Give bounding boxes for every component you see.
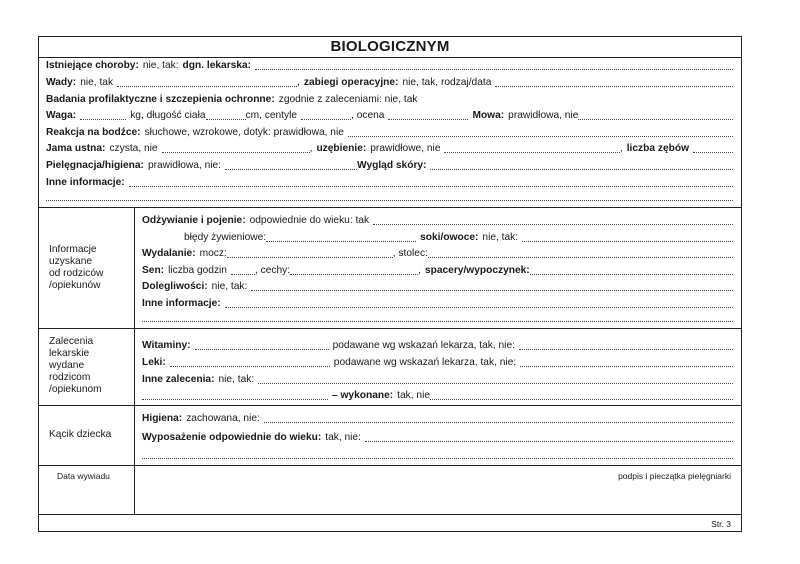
row-inne-parents-2: [142, 310, 733, 326]
section-divider-1: [39, 207, 741, 208]
leki-dose-field[interactable]: [520, 356, 733, 367]
section-divider-5: [39, 514, 741, 515]
soki-field[interactable]: [522, 231, 733, 242]
form-frame: [38, 36, 742, 532]
row-wyposazenie: Wyposażenie odpowiednie do wieku: tak, nie:: [142, 430, 733, 446]
witaminy-field[interactable]: [195, 339, 329, 350]
dgn-field[interactable]: [255, 59, 733, 70]
wady-field[interactable]: [117, 76, 297, 87]
row-jama: Jama ustna: czysta, nie , uzębienie: prawidłowe, nie , liczba zębów: [46, 141, 733, 157]
row-wyposazenie-2: [142, 447, 733, 463]
row-badania: Badania profilaktyczne i szczepienia ochronne: zgodnie z zaleceniami: nie, tak: [46, 94, 418, 105]
page-number: Str. 3: [711, 519, 731, 529]
spacery-field[interactable]: [530, 264, 733, 275]
cechy-field[interactable]: [290, 264, 418, 275]
zabiegi-field[interactable]: [495, 76, 733, 87]
section-divider-2: [39, 328, 741, 329]
section-label-corner: Kącik dziecka: [49, 429, 112, 440]
row-inne: Inne informacje:: [46, 175, 733, 191]
ocena-field[interactable]: [388, 109, 468, 120]
zalecenia-field[interactable]: [258, 373, 733, 384]
section-label-doctor: Zalecenia lekarskie wydane rodzicom /opiekunom: [49, 336, 102, 395]
zalecenia-field-2[interactable]: [142, 389, 328, 400]
signature-label: podpis i pieczątka pielęgniarki: [618, 471, 731, 481]
mocz-field[interactable]: [227, 247, 393, 258]
mowa-field[interactable]: [578, 109, 733, 120]
inne-parents-field[interactable]: [225, 297, 733, 308]
row-dolegliwosci: Dolegliwości: nie, tak:: [142, 279, 733, 295]
row-choroby: Istniejące choroby: nie, tak: dgn. lekarska:: [46, 58, 733, 74]
skora-field[interactable]: [430, 159, 733, 170]
pielegnacja-field[interactable]: [225, 159, 357, 170]
waga-field[interactable]: [80, 109, 126, 120]
bledy-field[interactable]: [266, 231, 416, 242]
column-divider: [134, 207, 135, 514]
wyposazenie-field-2[interactable]: [142, 448, 733, 459]
row-waga: Waga: kg, długość ciała cm, centyle , ocena Mowa: prawidłowa, nie: [46, 108, 733, 124]
row-wady: Wady: nie, tak , zabiegi operacyjne: nie, tak, rodzaj/data: [46, 75, 733, 91]
inne-field-2[interactable]: [46, 190, 733, 201]
row-bledy: błędy żywieniowe: soki/owoce: nie, tak:: [184, 230, 733, 246]
row-wydalanie: Wydalanie: mocz: , stolec:: [142, 246, 733, 262]
wyposazenie-field[interactable]: [365, 431, 733, 442]
godziny-field[interactable]: [231, 264, 255, 275]
dolegliwosci-field[interactable]: [251, 280, 733, 291]
stolec-field[interactable]: [428, 247, 733, 258]
row-zalecenia: Inne zalecenia: nie, tak:: [142, 372, 733, 388]
centyle-field[interactable]: [301, 109, 351, 120]
reakcja-field[interactable]: [348, 126, 733, 137]
page-title: BIOLOGICZNYM: [330, 38, 450, 55]
row-pielegnacja: Pielęgnacja/higiena: prawidłowa, nie: Wygląd skóry:: [46, 158, 733, 174]
row-wykonane: – wykonane: tak, nie: [142, 388, 733, 404]
odzywianie-field[interactable]: [373, 214, 733, 225]
row-inne-parents: Inne informacje:: [142, 296, 733, 312]
jama-field[interactable]: [162, 142, 310, 153]
row-reakcja: Reakcja na bodźce: słuchowe, wzrokowe, dotyk: prawidłowa, nie: [46, 125, 733, 141]
section-divider-4: [39, 465, 741, 466]
wykonane-field[interactable]: [430, 389, 733, 400]
row-leki: Leki: podawane wg wskazań lekarza, tak, nie:: [142, 355, 733, 371]
date-label: Data wywiadu: [57, 471, 110, 481]
row-inne-2: [46, 189, 733, 205]
section-divider-3: [39, 405, 741, 406]
inne-field[interactable]: [129, 176, 733, 187]
inne-parents-field-2[interactable]: [142, 311, 733, 322]
leki-field[interactable]: [170, 356, 330, 367]
section-label-parents: Informacje uzyskane od rodziców /opiekunów: [49, 244, 104, 291]
row-witaminy: Witaminy: podawane wg wskazań lekarza, tak, nie:: [142, 338, 733, 354]
zeby-field[interactable]: [693, 142, 733, 153]
row-odzywianie: Odżywianie i pojenie: odpowiednie do wieku: tak: [142, 213, 733, 229]
dlugosc-field[interactable]: [206, 109, 246, 120]
uzebienie-field[interactable]: [444, 142, 619, 153]
row-higiena: Higiena: zachowana, nie:: [142, 411, 733, 427]
higiena-field[interactable]: [264, 412, 733, 423]
witaminy-dose-field[interactable]: [519, 339, 733, 350]
row-sen: Sen: liczba godzin , cechy: , spacery/wypoczynek:: [142, 263, 733, 279]
